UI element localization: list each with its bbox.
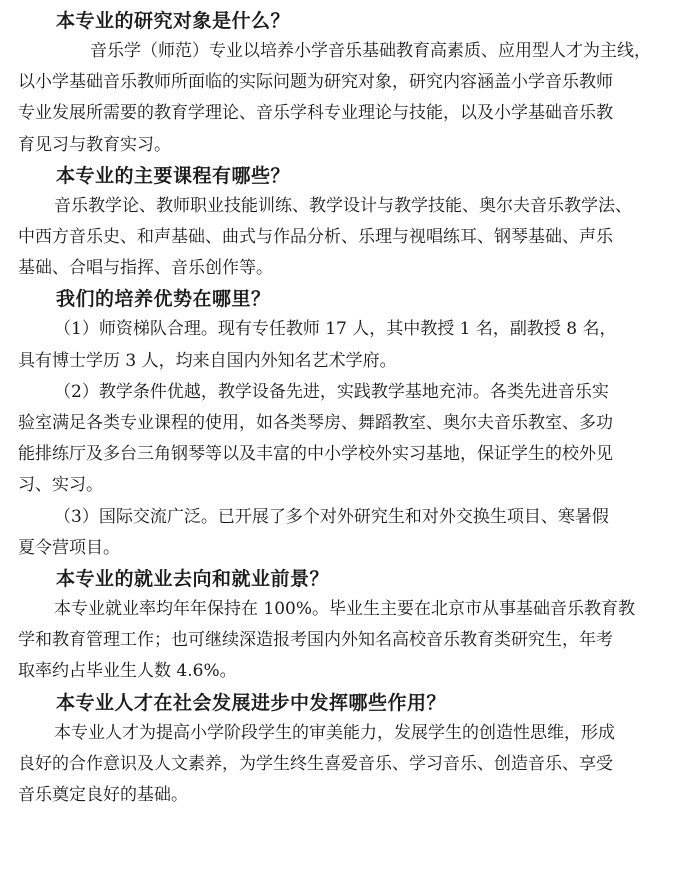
paragraph-line: 具有博士学历 3 人，均来自国内外知名艺术学府。	[18, 350, 397, 371]
section-heading-training-advantages: 我们的培养优势在哪里？	[56, 288, 271, 311]
paragraph-line: 本专业就业率均年年保持在 100%。毕业生主要在北京市从事基础音乐教育教	[54, 599, 636, 620]
section-heading-social-role: 本专业人才在社会发展进步中发挥哪些作用？	[56, 691, 447, 714]
section-body-social-role	[18, 718, 668, 812]
paragraph-line: 基础、合唱与指挥、音乐创作等。	[18, 258, 273, 279]
paragraph-line: 夏令营项目。	[18, 537, 120, 558]
paragraph-line: 良好的合作意识及人文素养，为学生终生喜爱音乐、学习音乐、创造音乐、享受	[18, 753, 613, 774]
paragraph-line: 育见习与教育实习。	[18, 134, 171, 155]
paragraph-line: 习、实习。	[18, 475, 103, 496]
paragraph-line: 取率约占毕业生人数 4.6%。	[18, 661, 237, 682]
section-body-employment	[18, 594, 668, 688]
paragraph-line: 验室满足各类专业课程的使用，如各类琴房、舞蹈教室、奥尔夫音乐教室、多功	[18, 413, 613, 434]
paragraph-line: 本专业人才为提高小学阶段学生的审美能力，发展学生的创造性思维，形成	[54, 722, 615, 743]
paragraph-line: 能排练厅及多台三角钢琴等以及丰富的中小学校外实习基地，保证学生的校外见	[18, 444, 613, 465]
paragraph-line: （2）教学条件优越，教学设备先进，实践教学基地充沛。各类先进音乐实	[54, 381, 609, 402]
paragraph-line: （3）国际交流广泛。已开展了多个对外研究生和对外交换生项目、寒暑假	[54, 506, 609, 527]
paragraph-line: 以小学基础音乐教师所面临的实际问题为研究对象，研究内容涵盖小学音乐教师	[18, 72, 613, 93]
paragraph-line: 中西方音乐史、和声基础、曲式与作品分析、乐理与视唱练耳、钢琴基础、声乐	[18, 227, 613, 248]
section-body-training-advantages	[18, 314, 668, 564]
paragraph-line: 音乐奠定良好的基础。	[18, 785, 188, 806]
paragraph-line: 专业发展所需要的教育学理论、音乐学科专业理论与技能，以及小学基础音乐教	[18, 103, 613, 124]
paragraph-line: 音乐教学论、教师职业技能训练、教学设计与教学技能、奥尔夫音乐教学法、	[54, 195, 632, 216]
section-body-research-object	[18, 36, 668, 161]
section-body-main-courses	[18, 191, 668, 285]
paragraph-line: （1）师资梯队合理。现有专任教师 17 人，其中教授 1 名，副教授 8 名，	[54, 319, 617, 340]
paragraph-line: 音乐学（师范）专业以培养小学音乐基础教育高素质、应用型人才为主线，	[90, 41, 651, 61]
paragraph-line: 学和教育管理工作；也可继续深造报考国内外知名高校音乐教育类研究生，年考	[18, 630, 613, 651]
section-heading-research-object: 本专业的研究对象是什么？	[56, 10, 291, 32]
section-heading-main-courses: 本专业的主要课程有哪些？	[56, 164, 291, 187]
section-heading-employment: 本专业的就业去向和就业前景？	[56, 568, 330, 591]
